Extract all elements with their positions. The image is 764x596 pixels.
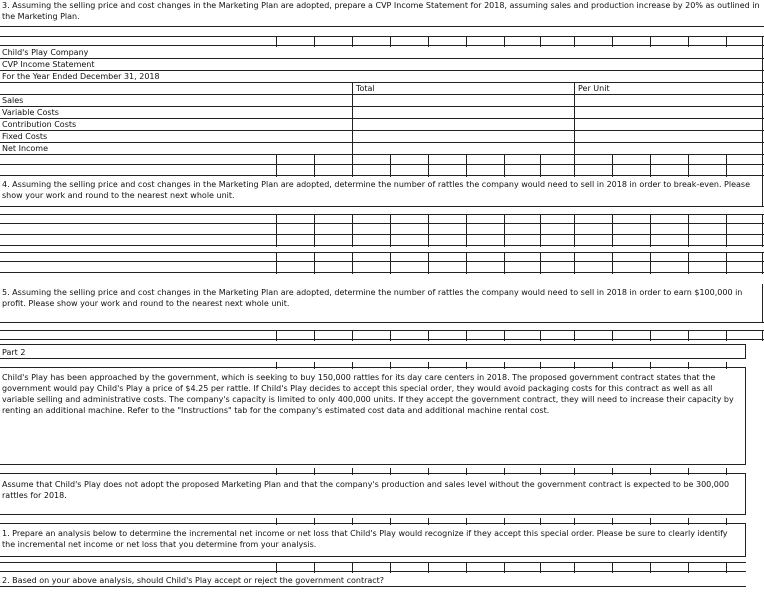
grid-column-line [276, 330, 277, 341]
grid-column-line [466, 252, 467, 274]
row-contribution-costs: Contribution Costs [2, 120, 77, 129]
grid-column-line [650, 252, 651, 274]
grid-column-line [314, 468, 315, 475]
grid-column-line [612, 330, 613, 341]
grid-column-line [650, 36, 651, 47]
divider [0, 358, 746, 359]
grid-column-line [504, 362, 505, 369]
grid-column-line [726, 362, 727, 369]
grid-column-line [688, 36, 689, 47]
grid-column-line [352, 562, 353, 573]
statement-column-line [574, 83, 575, 155]
grid-column-line [612, 518, 613, 525]
blank-row[interactable] [0, 362, 746, 368]
grid-column-line [276, 468, 277, 475]
row-fixed-costs: Fixed Costs [2, 132, 48, 141]
grid-column-line [762, 252, 763, 274]
grid-column-line [688, 468, 689, 475]
grid-column-line [504, 468, 505, 475]
grid-column-line [352, 518, 353, 525]
grid-column-line [504, 562, 505, 573]
grid-column-line [574, 330, 575, 341]
grid-column-line [574, 562, 575, 573]
grid-column-line [574, 468, 575, 475]
divider [0, 94, 764, 95]
grid-column-line [688, 330, 689, 341]
grid-column-line [466, 155, 467, 177]
divider [0, 58, 764, 59]
grid-column-line [314, 330, 315, 341]
grid-column-line [390, 518, 391, 525]
divider [0, 118, 764, 119]
grid-column-line [540, 362, 541, 369]
grid-column-line [276, 155, 277, 177]
grid-column-line [762, 36, 763, 47]
grid-column-line [390, 36, 391, 47]
grid-column-line [276, 562, 277, 573]
part-2-body: Child's Play has been approached by the government, which is seeking to buy 150,000 rattles for its day care centers in 2018. The proposed government contract states that the government would pay Child's Play a price of $4.25 per rattle. If Child's Play decides to accept this special order, they would avoid packaging costs for this contract as well as all variable selling and administrative costs. The company's capacity is limited to only 400,000 units. If they accept the government contract, they will need to increase their capacity by renting an additional machine. Refer to the "Instructions" tab for the company's estimated cost data and additional machine rental cost. [2, 373, 734, 415]
grid-column-line [726, 330, 727, 341]
grid-column-line [650, 362, 651, 369]
grid-column-line [762, 330, 763, 341]
row-net-income: Net Income [2, 144, 49, 153]
blank-row[interactable] [0, 518, 746, 524]
col-header-total-cell [352, 83, 574, 94]
grid-column-line [726, 562, 727, 573]
grid-column-line [352, 252, 353, 274]
grid-column-line [504, 330, 505, 341]
blank-row[interactable] [0, 562, 746, 572]
grid-column-line [540, 518, 541, 525]
grid-column-line [504, 36, 505, 47]
grid-column-line [762, 214, 763, 247]
grid-column-line [612, 562, 613, 573]
divider [0, 586, 746, 587]
blank-row[interactable] [0, 468, 746, 474]
question-3-prompt: 3. Assuming the selling price and cost changes in the Marketing Plan are adopted, prepare a CVP Income Statement for 2018, assuming sales and production increase by 20% as outlined in the Marketing Plan. [2, 1, 760, 21]
grid-column-line [390, 362, 391, 369]
grid-column-line [612, 36, 613, 47]
grid-column-line [314, 562, 315, 573]
grid-column-line [540, 155, 541, 177]
grid-column-line [650, 562, 651, 573]
grid-column-line [352, 468, 353, 475]
grid-column-line [390, 214, 391, 247]
divider [0, 556, 746, 557]
grid-column-line [314, 214, 315, 247]
q5-right-edge [762, 284, 763, 322]
grid-column-line [688, 562, 689, 573]
grid-column-line [466, 468, 467, 475]
q1-right-edge [745, 524, 746, 556]
grid-column-line [390, 562, 391, 573]
grid-column-line [428, 214, 429, 247]
grid-column-line [314, 252, 315, 274]
row-variable-costs: Variable Costs [2, 108, 59, 117]
grid-column-line [540, 36, 541, 47]
grid-column-line [276, 518, 277, 525]
part-2-question-2: 2. Based on your above analysis, should Child's Play accept or reject the government contract? [2, 576, 385, 585]
grid-column-line [390, 155, 391, 177]
question-5-prompt: 5. Assuming the selling price and cost changes in the Marketing Plan are adopted, determine the number of rattles the company would need to sell in 2018 in order to earn $100,000 in profit. Please show your work and round to the nearest next whole unit. [2, 288, 743, 308]
grid-column-line [650, 468, 651, 475]
grid-column-line [504, 155, 505, 177]
grid-column-line [574, 362, 575, 369]
divider [0, 464, 746, 465]
question-4-prompt: 4. Assuming the selling price and cost changes in the Marketing Plan are adopted, determine the number of rattles the company would need to sell in 2018 in order to break-even. Please show your work and round to the nearest next whole unit. [2, 180, 751, 200]
grid-column-line [504, 252, 505, 274]
grid-column-line [726, 468, 727, 475]
grid-column-line [314, 36, 315, 47]
grid-column-line [314, 155, 315, 177]
grid-column-line [762, 155, 763, 177]
statement-column-line [352, 83, 353, 155]
divider [0, 206, 764, 207]
assume-right-edge [745, 474, 746, 514]
grid-column-line [504, 518, 505, 525]
grid-column-line [428, 518, 429, 525]
grid-column-line [650, 518, 651, 525]
grid-column-line [466, 362, 467, 369]
grid-column-line [504, 214, 505, 247]
grid-column-line [650, 330, 651, 341]
grid-column-line [612, 362, 613, 369]
grid-column-line [726, 36, 727, 47]
grid-column-line [428, 252, 429, 274]
grid-column-line [612, 155, 613, 177]
part2-right-edge [745, 344, 746, 358]
grid-column-line [390, 252, 391, 274]
divider [0, 106, 764, 107]
divider [0, 514, 746, 515]
divider [0, 344, 746, 345]
grid-column-line [574, 252, 575, 274]
grid-column-line [612, 468, 613, 475]
grid-column-line [276, 252, 277, 274]
body-right-edge [745, 368, 746, 464]
grid-column-line [650, 155, 651, 177]
divider [0, 26, 764, 27]
grid-column-line [540, 214, 541, 247]
grid-column-line [726, 155, 727, 177]
grid-column-line [428, 468, 429, 475]
grid-column-line [352, 330, 353, 341]
grid-column-line [726, 252, 727, 274]
grid-column-line [352, 155, 353, 177]
grid-column-line [574, 36, 575, 47]
grid-column-line [540, 252, 541, 274]
q4-right-edge [762, 176, 763, 206]
grid-column-line [352, 214, 353, 247]
grid-column-line [688, 518, 689, 525]
grid-column-line [650, 214, 651, 247]
grid-column-line [466, 518, 467, 525]
row-sales: Sales [2, 96, 24, 105]
grid-column-line [390, 468, 391, 475]
grid-column-line [276, 36, 277, 47]
grid-column-line [574, 518, 575, 525]
grid-column-line [466, 562, 467, 573]
grid-column-line [428, 36, 429, 47]
grid-column-line [688, 252, 689, 274]
grid-column-line [428, 155, 429, 177]
assumption-text: Assume that Child's Play does not adopt the proposed Marketing Plan and that the company's production and sales level without the government contract is expected to be 300,000 rattles for 2018. [2, 480, 730, 500]
grid-column-line [540, 468, 541, 475]
grid-column-line [352, 362, 353, 369]
grid-column-line [540, 562, 541, 573]
grid-column-line [688, 362, 689, 369]
grid-column-line [574, 155, 575, 177]
grid-column-line [314, 518, 315, 525]
statement-period: For the Year Ended December 31, 2018 [2, 72, 160, 81]
grid-column-line [726, 518, 727, 525]
grid-column-line [390, 330, 391, 341]
part-2-question-1: 1. Prepare an analysis below to determine the incremental net income or net loss that Child's Play would recognize if they accept this special order. Please be sure to clearly identify the incremental net income or net loss that you determine from your analysis. [2, 529, 728, 549]
company-name: Child's Play Company [2, 48, 89, 57]
grid-column-line [314, 362, 315, 369]
statement-title: CVP Income Statement [2, 60, 95, 69]
grid-column-line [540, 330, 541, 341]
grid-column-line [428, 330, 429, 341]
col-header-per-unit: Per Unit [578, 84, 610, 93]
part-2-heading: Part 2 [2, 348, 26, 357]
col-header-per-unit-cell [574, 83, 764, 94]
grid-column-line [466, 36, 467, 47]
divider [0, 142, 764, 143]
grid-column-line [466, 214, 467, 247]
grid-column-line [688, 214, 689, 247]
grid-column-line [428, 362, 429, 369]
grid-column-line [428, 562, 429, 573]
grid-column-line [574, 214, 575, 247]
divider [0, 322, 764, 323]
grid-column-line [688, 155, 689, 177]
grid-column-line [612, 214, 613, 247]
grid-column-line [276, 214, 277, 247]
grid-column-line [352, 36, 353, 47]
divider [0, 130, 764, 131]
grid-column-line [466, 330, 467, 341]
grid-column-line [726, 214, 727, 247]
grid-column-line [612, 252, 613, 274]
col-header-total: Total [356, 84, 375, 93]
grid-column-line [276, 362, 277, 369]
